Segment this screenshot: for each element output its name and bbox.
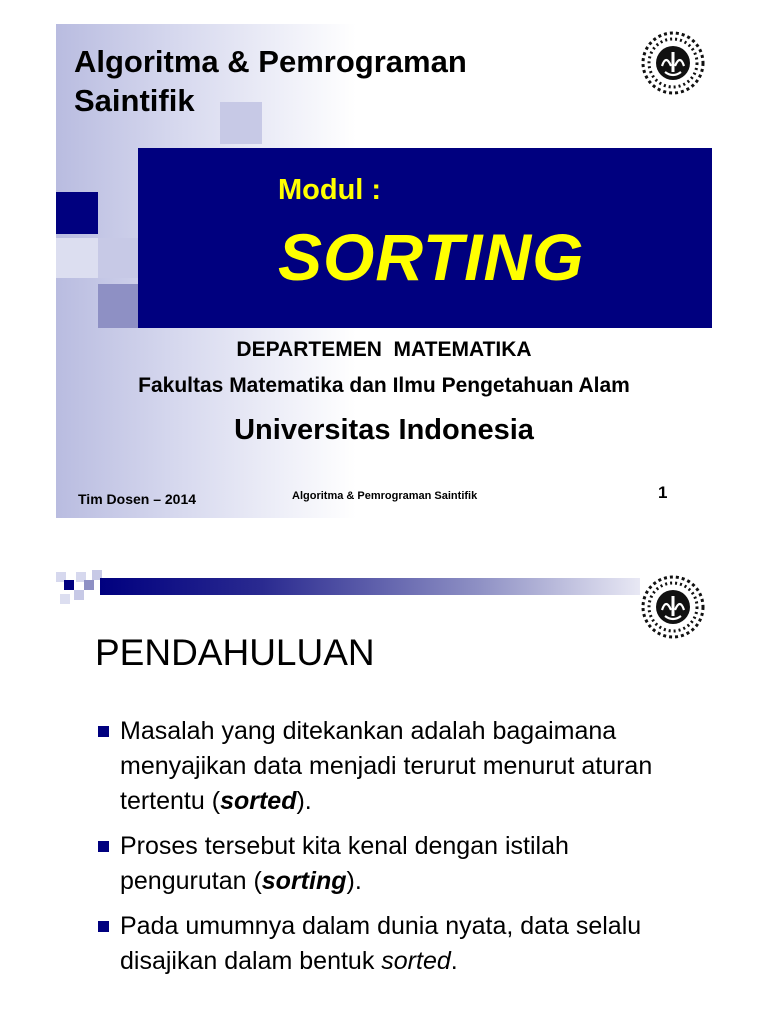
square-bullet-icon (98, 726, 109, 737)
footer-author: Tim Dosen – 2014 (78, 491, 197, 507)
course-title: Algoritma & Pemrograman Saintifik (74, 44, 467, 118)
bullet-emphasis: sorted (220, 787, 297, 815)
list-item (96, 714, 696, 819)
decor-square (74, 590, 84, 600)
bullet-list (96, 714, 696, 989)
content-slide (56, 564, 712, 1004)
decor-square (60, 594, 70, 604)
decor-square (56, 192, 98, 234)
list-item (96, 829, 696, 899)
bullet-emphasis: sorted (381, 947, 451, 975)
footer-course: Algoritma & Pemrograman Saintifik (292, 490, 478, 502)
decor-square (56, 238, 98, 278)
faculty-name: Fakultas Matematika dan Ilmu Pengetahuan Alam (138, 374, 630, 397)
bullet-text: ). (346, 867, 362, 895)
square-bullet-icon (98, 841, 109, 852)
decor-square (64, 580, 74, 590)
university-emblem-icon (638, 28, 708, 98)
bullet-emphasis: sorting (261, 867, 347, 895)
square-bullet-icon (98, 921, 109, 932)
bullet-text: ). (296, 787, 312, 815)
decor-square (84, 580, 94, 590)
page-number: 1 (658, 483, 668, 502)
module-topic: SORTING (278, 220, 585, 294)
module-label: Modul : (278, 174, 382, 206)
bullet-text: Pada umumnya dalam dunia nyata, data selalu disajikan dalam bentuk (120, 912, 642, 975)
slide-title: PENDAHULUAN (95, 632, 375, 673)
university-emblem-icon (638, 572, 708, 642)
list-item (96, 909, 696, 979)
department-name: DEPARTEMEN MATEMATIKA (236, 338, 532, 361)
bullet-text: Masalah yang ditekankan adalah bagaimana menyajikan data menjadi terurut menurut aturan tertentu ( (120, 717, 653, 815)
decor-square (98, 238, 138, 278)
bullet-text: Proses tersebut kita kenal dengan istilah pengurutan ( (120, 832, 569, 895)
decor-square (98, 284, 138, 328)
title-slide (56, 24, 712, 518)
university-name: Universitas Indonesia (234, 414, 534, 446)
bullet-text: . (450, 947, 458, 975)
header-rule (100, 578, 640, 595)
